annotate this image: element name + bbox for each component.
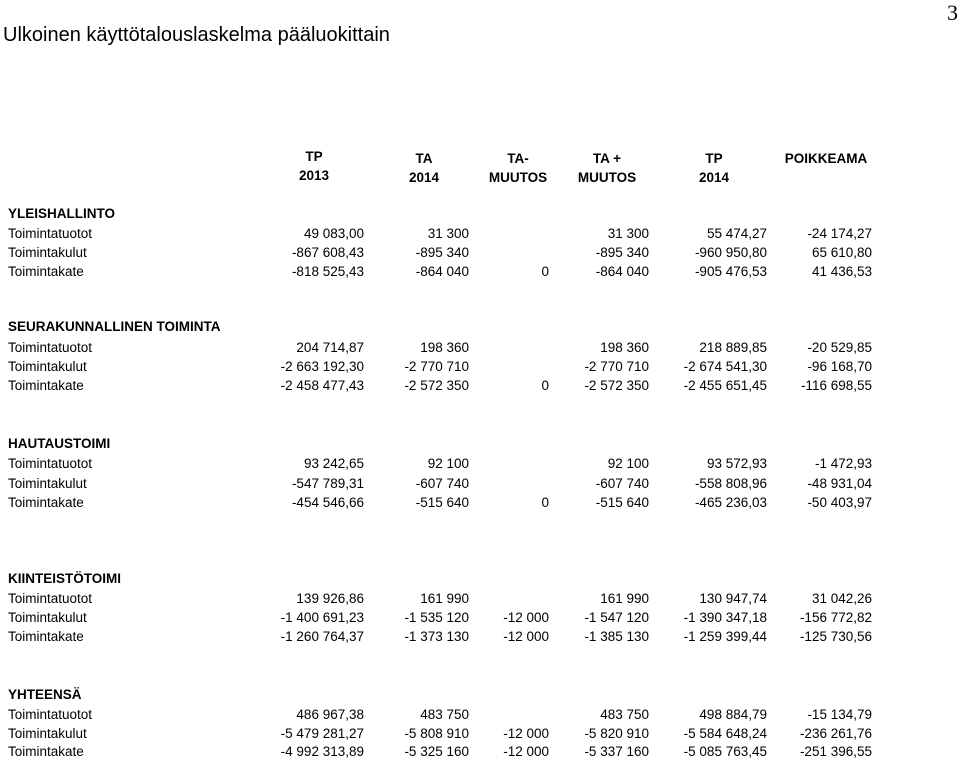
cell-tp-2014: 93 572,93 [706, 456, 767, 471]
cell-tp-2014: -2 674 541,30 [683, 359, 767, 374]
cell-tp-2013: -1 260 764,37 [280, 629, 364, 644]
section-title: KIINTEISTÖTOIMI [8, 571, 122, 586]
cell-ta-plus-muutos: 161 990 [600, 591, 649, 606]
table-row [0, 589, 960, 608]
row-label: Toimintakulut [8, 726, 87, 741]
cell-ta-plus-muutos: -2 770 710 [584, 359, 649, 374]
cell-tp-2013: -454 546,66 [291, 495, 364, 510]
cell-tp-2014: -1 390 347,18 [683, 610, 767, 625]
cell-ta-plus-muutos: 92 100 [607, 456, 649, 471]
table-row [0, 474, 960, 493]
cell-ta-plus-muutos: -515 640 [595, 495, 649, 510]
table-row [0, 262, 960, 281]
cell-ta-muutos: -12 000 [503, 610, 549, 625]
row-label: Toimintatuotot [8, 591, 93, 606]
table-row [0, 724, 960, 743]
table-row [0, 338, 960, 357]
cell-ta-muutos: 0 [541, 495, 549, 510]
column-header-tp-2014 [679, 149, 749, 187]
cell-tp-2013: -867 608,43 [291, 245, 364, 260]
cell-tp-2013: -4 992 313,89 [280, 744, 364, 759]
section-title: YHTEENSÄ [8, 687, 82, 702]
row-label: Toimintakulut [8, 610, 87, 625]
cell-tp-2014: -905 476,53 [694, 264, 767, 279]
cell-tp-2014: -2 455 651,45 [683, 378, 767, 393]
row-label: Toimintakulut [8, 245, 87, 260]
cell-tp-2014: 218 889,85 [699, 340, 767, 355]
cell-ta-muutos: 0 [541, 264, 549, 279]
cell-ta-2014: -5 808 910 [404, 726, 469, 741]
cell-poikkeama: -1 472,93 [814, 456, 872, 471]
cell-ta-plus-muutos: -1 547 120 [584, 610, 649, 625]
cell-ta-2014: 198 360 [420, 340, 469, 355]
row-label: Toimintakate [8, 378, 84, 393]
cell-poikkeama: -251 396,55 [799, 744, 872, 759]
cell-ta-2014: 483 750 [420, 707, 469, 722]
column-header-ta-2014 [389, 149, 459, 187]
cell-ta-2014: -864 040 [415, 264, 469, 279]
row-label: Toimintakate [8, 264, 84, 279]
table-row [0, 224, 960, 243]
section-title: HAUTAUSTOIMI [8, 436, 111, 451]
table-row [0, 376, 960, 395]
cell-tp-2014: -465 236,03 [694, 495, 767, 510]
column-header-line1: POIKKEAMA [784, 151, 868, 166]
column-header-line1: TP [305, 149, 323, 164]
cell-ta-2014: -2 770 710 [404, 359, 469, 374]
column-header-ta-muutos [478, 149, 558, 187]
column-header-line2: MUUTOS [488, 170, 548, 185]
cell-tp-2013: 93 242,65 [303, 456, 364, 471]
table-row [0, 243, 960, 262]
cell-ta-plus-muutos: 483 750 [600, 707, 649, 722]
table-row [0, 357, 960, 376]
page-number: 3 [947, 0, 958, 25]
cell-poikkeama: -156 772,82 [799, 610, 872, 625]
cell-tp-2014: -960 950,80 [694, 245, 767, 260]
column-header-ta-plus-muutos [567, 149, 647, 187]
cell-ta-plus-muutos: -5 337 160 [584, 744, 649, 759]
cell-tp-2013: -818 525,43 [291, 264, 364, 279]
column-header-poikkeama [771, 149, 881, 168]
cell-ta-muutos: -12 000 [503, 726, 549, 741]
cell-tp-2014: -1 259 399,44 [683, 629, 767, 644]
cell-ta-2014: -895 340 [415, 245, 469, 260]
cell-poikkeama: -20 529,85 [807, 340, 872, 355]
page-title: Ulkoinen käyttötalouslaskelma pääluokittain [3, 24, 390, 46]
cell-tp-2014: 130 947,74 [699, 591, 767, 606]
cell-ta-plus-muutos: 31 300 [607, 226, 649, 241]
cell-tp-2013: 139 926,86 [296, 591, 364, 606]
row-label: Toimintatuotot [8, 340, 93, 355]
cell-ta-plus-muutos: -1 385 130 [584, 629, 649, 644]
table-row [0, 742, 960, 761]
cell-ta-plus-muutos: -5 820 910 [584, 726, 649, 741]
cell-poikkeama: -236 261,76 [799, 726, 872, 741]
table-row [0, 454, 960, 473]
cell-ta-2014: 161 990 [420, 591, 469, 606]
cell-ta-2014: -2 572 350 [404, 378, 469, 393]
cell-poikkeama: -125 730,56 [799, 629, 872, 644]
column-header-line2: 2014 [408, 170, 440, 185]
column-header-line2: MUUTOS [577, 170, 637, 185]
row-label: Toimintatuotot [8, 226, 93, 241]
cell-tp-2014: 498 884,79 [699, 707, 767, 722]
cell-poikkeama: -48 931,04 [807, 476, 872, 491]
column-header-line1: TP [705, 151, 723, 166]
section-title: YLEISHALLINTO [8, 206, 116, 221]
cell-tp-2013: -547 789,31 [291, 476, 364, 491]
table-row [0, 627, 960, 646]
cell-ta-2014: 92 100 [427, 456, 469, 471]
cell-tp-2013: 204 714,87 [296, 340, 364, 355]
cell-ta-plus-muutos: 198 360 [600, 340, 649, 355]
cell-ta-2014: -1 535 120 [404, 610, 469, 625]
cell-ta-2014: 31 300 [427, 226, 469, 241]
table-row [0, 705, 960, 724]
cell-tp-2013: -5 479 281,27 [280, 726, 364, 741]
cell-ta-2014: -515 640 [415, 495, 469, 510]
row-label: Toimintatuotot [8, 456, 93, 471]
cell-tp-2013: -2 458 477,43 [280, 378, 364, 393]
cell-tp-2014: 55 474,27 [706, 226, 767, 241]
cell-ta-muutos: 0 [541, 378, 549, 393]
cell-tp-2013: -1 400 691,23 [280, 610, 364, 625]
column-header-line1: TA + [592, 151, 622, 166]
cell-ta-muutos: -12 000 [503, 629, 549, 644]
row-label: Toimintakate [8, 495, 84, 510]
cell-ta-2014: -5 325 160 [404, 744, 469, 759]
section-title: SEURAKUNNALLINEN TOIMINTA [8, 319, 221, 334]
table-row [0, 493, 960, 512]
cell-ta-plus-muutos: -895 340 [595, 245, 649, 260]
cell-poikkeama: 31 042,26 [811, 591, 872, 606]
cell-poikkeama: -116 698,55 [800, 378, 872, 393]
cell-poikkeama: -50 403,97 [807, 495, 872, 510]
row-label: Toimintakate [8, 744, 84, 759]
row-label: Toimintakate [8, 629, 84, 644]
column-header-line2: 2014 [698, 170, 730, 185]
cell-ta-plus-muutos: -864 040 [595, 264, 649, 279]
cell-tp-2014: -5 584 648,24 [683, 726, 767, 741]
cell-ta-plus-muutos: -2 572 350 [584, 378, 649, 393]
cell-tp-2013: 486 967,38 [296, 707, 364, 722]
cell-poikkeama: -15 134,79 [807, 707, 872, 722]
cell-poikkeama: 41 436,53 [811, 264, 872, 279]
cell-poikkeama: -24 174,27 [807, 226, 872, 241]
table-row [0, 608, 960, 627]
cell-tp-2014: -5 085 763,45 [683, 744, 767, 759]
cell-poikkeama: 65 610,80 [811, 245, 872, 260]
cell-ta-2014: -607 740 [415, 476, 469, 491]
cell-poikkeama: -96 168,70 [807, 359, 872, 374]
cell-tp-2013: -2 663 192,30 [280, 359, 364, 374]
column-header-line1: TA [415, 151, 433, 166]
row-label: Toimintatuotot [8, 707, 93, 722]
row-label: Toimintakulut [8, 359, 87, 374]
cell-ta-2014: -1 373 130 [404, 629, 469, 644]
row-label: Toimintakulut [8, 476, 87, 491]
cell-ta-muutos: -12 000 [503, 744, 549, 759]
column-header-tp-2013 [279, 147, 349, 185]
cell-ta-plus-muutos: -607 740 [595, 476, 649, 491]
cell-tp-2013: 49 083,00 [303, 226, 364, 241]
column-header-line1: TA- [507, 151, 529, 166]
column-header-line2: 2013 [298, 168, 330, 183]
cell-tp-2014: -558 808,96 [694, 476, 767, 491]
